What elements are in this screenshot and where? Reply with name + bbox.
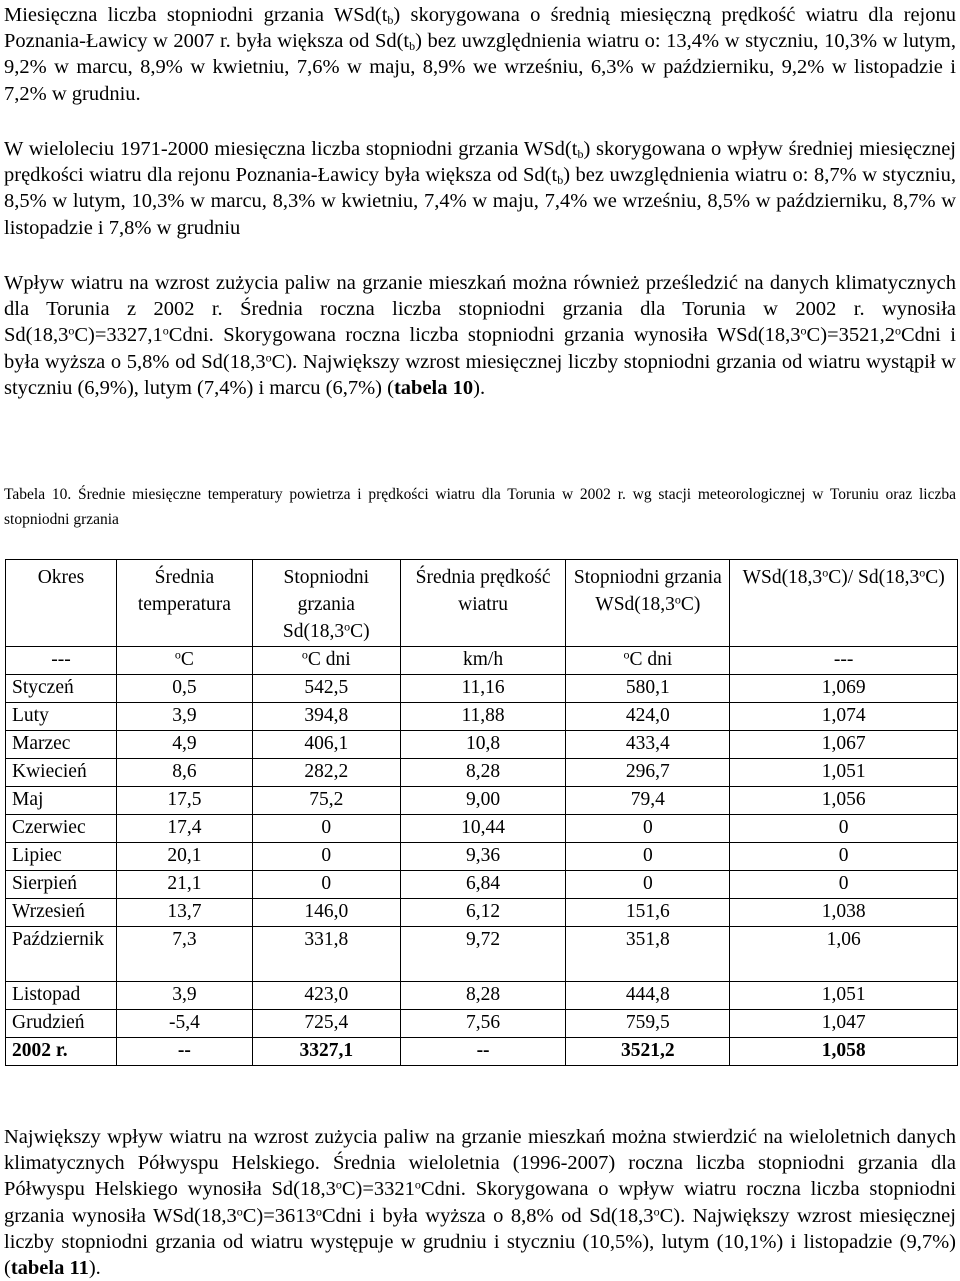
subscript: b	[577, 147, 584, 161]
period-cell: Marzec	[6, 731, 117, 759]
text: W wieloleciu 1971-2000 miesięczna liczba stopniodni grzania WSd(t	[4, 138, 578, 160]
units-cell	[566, 647, 730, 675]
wind-speed-cell: 11,88	[400, 703, 566, 731]
subscript: b	[387, 13, 394, 27]
units-row	[6, 647, 958, 675]
superscript: o	[335, 1177, 342, 1192]
wsd-cell: 79,4	[566, 787, 730, 815]
text: C)/ Sd(18,3	[828, 567, 920, 588]
data-table	[5, 559, 958, 1066]
header-wind-speed: Średnia prędkość wiatru	[400, 560, 566, 647]
text: Stopniodni grzania WSd(18,3	[573, 567, 722, 615]
superscript: o	[301, 647, 308, 662]
text: C dni	[307, 649, 351, 670]
text: C)=3613	[242, 1204, 316, 1227]
ratio-cell: 1,051	[730, 982, 958, 1010]
table-total-row	[6, 1038, 958, 1066]
table-row	[6, 731, 958, 759]
text: Wpływ wiatru na wzrost zużycia paliw na grzanie mieszkań można również prześledzić na danych klimatycznych dla Torunia z 2002 r. Średnia roczna liczba stopniodni grzania dla Torunia w 2002 r. wynosiła Sd(18,3	[4, 272, 956, 347]
sd-cell: 75,2	[252, 787, 400, 815]
subscript: b	[409, 39, 416, 54]
period-cell: Sierpień	[6, 871, 117, 899]
sd-cell: 542,5	[252, 675, 400, 703]
text: C)	[925, 567, 945, 588]
superscript: o	[674, 592, 681, 607]
table-row	[6, 787, 958, 815]
ratio-cell: 1,067	[730, 731, 958, 759]
wind-speed-cell: 11,16	[400, 675, 566, 703]
text: C). Największy wzrost miesięcznej liczby stopniodni grzania od wiatru występuje w grudniu i styczniu (10,5%), lutym (10,1%) i listopadzie (9,7%) (	[4, 1204, 956, 1280]
ratio-cell: 1,06	[730, 927, 958, 982]
wsd-cell: 151,6	[566, 899, 730, 927]
period-cell: Maj	[6, 787, 117, 815]
text: ) bez uwzględnienia wiatru o: 8,7% w styczniu, 8,5% w lutym, 10,3% w marcu, 8,3% w kwietniu, 7,4% w maju, 7,4% we wrześniu, 8,5% w październiku, 8,7% w listopadzie i 7,8% w grudniu	[4, 164, 956, 239]
wsd-cell: 424,0	[566, 703, 730, 731]
superscript: o	[894, 323, 901, 338]
sd-cell: 0	[252, 843, 400, 871]
subscript: b	[557, 173, 564, 188]
wsd-cell: 351,8	[566, 927, 730, 982]
text: ).	[88, 1257, 101, 1280]
temperature-cell: 3,9	[116, 982, 252, 1010]
paragraph-poznan-1971-2000	[4, 136, 956, 241]
wsd-cell: 3521,2	[566, 1038, 730, 1066]
wind-speed-cell: 8,28	[400, 982, 566, 1010]
table-row	[6, 899, 958, 927]
ratio-cell: 0	[730, 871, 958, 899]
units-cell: km/h	[400, 647, 566, 675]
superscript: o	[162, 323, 169, 338]
superscript: o	[68, 323, 75, 338]
table-header-row	[6, 560, 958, 647]
wind-speed-cell: 9,36	[400, 843, 566, 871]
text: Największy wpływ wiatru na wzrost zużycia paliw na grzanie mieszkań można stwierdzić na wieloletnich danych klimatycznych Półwyspu Helskiego. Średnia wieloletnia (1996-2007) roczna liczba stopniodni grzania dla Półwyspu Helskiego wynosiła Sd(18,3	[4, 1126, 956, 1201]
ratio-cell: 1,056	[730, 787, 958, 815]
wsd-cell: 759,5	[566, 1010, 730, 1038]
sd-cell: 282,2	[252, 759, 400, 787]
table-row	[6, 759, 958, 787]
wind-speed-cell: 10,8	[400, 731, 566, 759]
ratio-cell: 1,069	[730, 675, 958, 703]
wind-speed-cell: 6,12	[400, 899, 566, 927]
text: C)	[680, 594, 701, 615]
text: Stopniodni grzania Sd(18,3	[282, 567, 370, 642]
superscript: o	[919, 565, 926, 580]
text: C). Największy wzrost miesięcznej liczby stopniodni grzania od wiatru wystąpił w styczniu (6,9%), lutym (7,4%) i marcu (6,7%) (	[4, 350, 956, 399]
header-okres: Okres	[6, 560, 117, 647]
text: C)=3521,2	[806, 324, 895, 347]
temperature-cell: 8,6	[116, 759, 252, 787]
text: WSd(18,3	[742, 567, 823, 588]
table-reference: tabela 11	[10, 1257, 89, 1280]
temperature-cell: 17,4	[116, 815, 252, 843]
period-cell: Kwiecień	[6, 759, 117, 787]
paragraph-torun-2002	[4, 270, 956, 401]
temperature-cell: 0,5	[116, 675, 252, 703]
sd-cell: 0	[252, 815, 400, 843]
paragraph-hel-peninsula	[4, 1124, 956, 1281]
period-cell: Luty	[6, 703, 117, 731]
superscript: o	[344, 619, 351, 634]
header-temperature: Średnia temperatura	[116, 560, 252, 647]
table-row	[6, 927, 958, 982]
text: C)=3321	[341, 1178, 415, 1201]
period-cell: Październik	[6, 927, 117, 982]
sd-cell: 406,1	[252, 731, 400, 759]
sd-cell: 423,0	[252, 982, 400, 1010]
table-caption: Tabela 10. Średnie miesięczne temperatury powietrza i prędkości wiatru dla Torunia w 2002 r. wg stacji meteorologicznej w Toruniu oraz liczba stopniodni grzania	[4, 486, 956, 528]
sd-cell: 3327,1	[252, 1038, 400, 1066]
temperature-cell: 20,1	[116, 843, 252, 871]
temperature-cell: 4,9	[116, 731, 252, 759]
text: Cdni i była wyższa o 8,8% od Sd(18,3	[321, 1204, 654, 1227]
text: Cdni. Skorygowana o wpływ wiatru roczna liczba stopniodni grzania wynosiła WSd(18,3	[4, 1178, 956, 1227]
paragraph-poznan-2007	[4, 2, 956, 107]
text: ).	[473, 376, 486, 399]
superscript: o	[315, 1204, 322, 1219]
units-cell: ---	[6, 647, 117, 675]
wsd-cell: 0	[566, 871, 730, 899]
wsd-cell: 444,8	[566, 982, 730, 1010]
text: Miesięczna liczba stopniodni grzania WSd(t	[4, 4, 388, 26]
ratio-cell: 1,058	[730, 1038, 958, 1066]
units-cell	[252, 647, 400, 675]
units-cell: ---	[730, 647, 958, 675]
superscript: o	[800, 323, 807, 338]
table-row	[6, 982, 958, 1010]
header-sd	[252, 560, 400, 647]
ratio-cell: 1,074	[730, 703, 958, 731]
header-ratio	[730, 560, 958, 647]
wind-speed-cell: 9,72	[400, 927, 566, 982]
text: ) skorygowana o wpływ średniej miesięcznej prędkości wiatru dla rejonu Poznania-Ławicy była większa od Sd(t	[4, 138, 956, 187]
ratio-cell: 1,038	[730, 899, 958, 927]
ratio-cell: 0	[730, 815, 958, 843]
ratio-cell: 1,047	[730, 1010, 958, 1038]
period-cell: Czerwiec	[6, 815, 117, 843]
superscript: o	[623, 647, 630, 662]
header-wsd	[566, 560, 730, 647]
sd-cell: 394,8	[252, 703, 400, 731]
sd-cell: 725,4	[252, 1010, 400, 1038]
table-row	[6, 815, 958, 843]
sd-cell: 146,0	[252, 899, 400, 927]
table-row	[6, 843, 958, 871]
superscript: o	[236, 1204, 243, 1219]
sd-cell: 0	[252, 871, 400, 899]
superscript: o	[414, 1177, 421, 1192]
wind-speed-cell: 7,56	[400, 1010, 566, 1038]
table-row	[6, 1010, 958, 1038]
units-cell	[116, 647, 252, 675]
superscript: o	[174, 647, 181, 662]
text: C)	[350, 621, 370, 642]
table-row	[6, 703, 958, 731]
table-row	[6, 871, 958, 899]
wind-speed-cell: --	[400, 1038, 566, 1066]
superscript: o	[822, 565, 829, 580]
wsd-cell: 433,4	[566, 731, 730, 759]
wind-speed-cell: 10,44	[400, 815, 566, 843]
wsd-cell: 0	[566, 815, 730, 843]
temperature-cell: -5,4	[116, 1010, 252, 1038]
wind-speed-cell: 8,28	[400, 759, 566, 787]
text: ) skorygowana o średnią miesięczną prędkość wiatru dla rejonu Poznania-Ławicy w 2007 r. była większa od Sd(t	[4, 4, 956, 53]
wind-speed-cell: 9,00	[400, 787, 566, 815]
text: Cdni. Skorygowana roczna liczba stopniodni grzania wynosiła WSd(18,3	[168, 324, 801, 347]
superscript: o	[653, 1204, 660, 1219]
ratio-cell: 1,051	[730, 759, 958, 787]
temperature-cell: --	[116, 1038, 252, 1066]
temperature-cell: 21,1	[116, 871, 252, 899]
ratio-cell: 0	[730, 843, 958, 871]
period-cell: 2002 r.	[6, 1038, 117, 1066]
wind-speed-cell: 6,84	[400, 871, 566, 899]
wsd-cell: 296,7	[566, 759, 730, 787]
period-cell: Grudzień	[6, 1010, 117, 1038]
text: C	[180, 649, 194, 670]
text: ) bez uwzględnienia wiatru o: 13,4% w styczniu, 10,3% w lutym, 9,2% w marcu, 8,9% w kwietniu, 7,6% w maju, 8,9% we wrześniu, 6,3% w październiku, 9,2% w listopadzie i 7,2% w grudniu.	[4, 30, 957, 105]
wsd-cell: 0	[566, 843, 730, 871]
temperature-cell: 7,3	[116, 927, 252, 982]
period-cell: Styczeń	[6, 675, 117, 703]
superscript: o	[265, 350, 272, 365]
period-cell: Lipiec	[6, 843, 117, 871]
temperature-cell: 3,9	[116, 703, 252, 731]
text: C)=3327,1	[74, 324, 163, 347]
temperature-cell: 13,7	[116, 899, 252, 927]
table-row	[6, 675, 958, 703]
sd-cell: 331,8	[252, 927, 400, 982]
text: Cdni i była wyższa o 5,8% od Sd(18,3	[4, 324, 956, 373]
temperature-cell: 17,5	[116, 787, 252, 815]
wsd-cell: 580,1	[566, 675, 730, 703]
text: C dni	[629, 649, 673, 670]
period-cell: Listopad	[6, 982, 117, 1010]
table-reference: tabela 10	[393, 376, 474, 399]
period-cell: Wrzesień	[6, 899, 117, 927]
